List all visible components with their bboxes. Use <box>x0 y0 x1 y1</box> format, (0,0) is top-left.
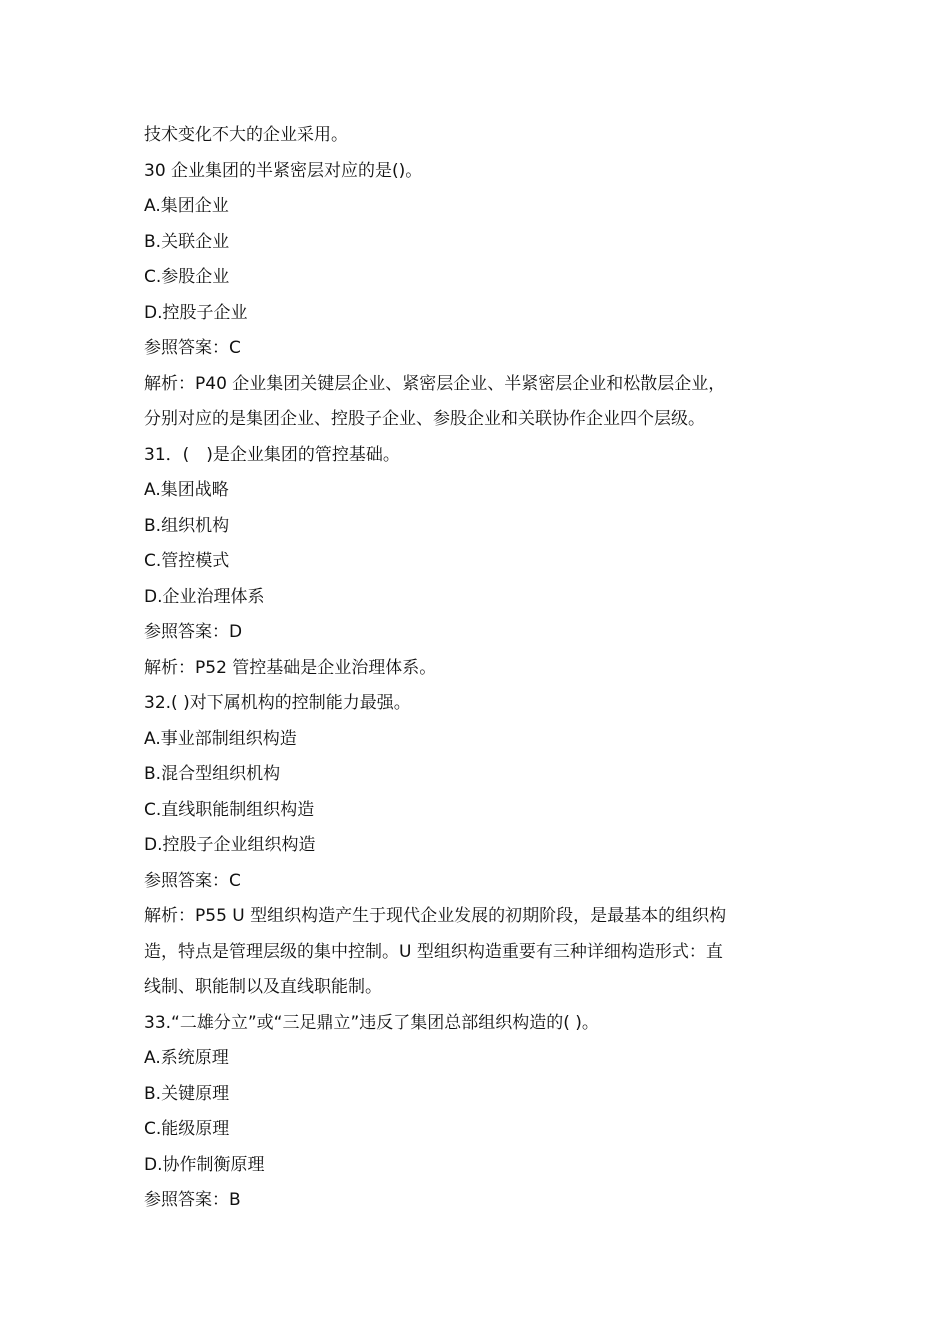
option-c: C.管控模式 <box>144 551 230 571</box>
option-a: A.系统原理 <box>144 1048 229 1068</box>
explanation-line: 解析：P52 管控基础是企业治理体系。 <box>144 657 437 678</box>
explanation-line: 造，特点是管理层级的集中控制。U 型组织构造重要有三种详细构造形式：直 <box>144 941 723 962</box>
option-a: A.集团战略 <box>144 480 229 500</box>
explanation-line: 解析：P40 企业集团关键层企业、紧密层企业、半紧密层企业和松散层企业， <box>144 373 726 394</box>
option-c: C.参股企业 <box>144 267 230 287</box>
answer-line: 参照答案：C <box>144 870 241 891</box>
option-c: C.直线职能制组织构造 <box>144 799 315 820</box>
option-d: D.协作制衡原理 <box>144 1154 265 1175</box>
option-c: C.能级原理 <box>144 1119 230 1139</box>
question-33: 33.“二雄分立”或“三足鼎立”违反了集团总部组织构造的( )。 <box>144 1012 599 1033</box>
question-31: 31．( )是企业集团的管控基础。 <box>144 444 400 465</box>
explanation-line: 线制、职能制以及直线职能制。 <box>144 977 382 997</box>
answer-line: 参照答案：D <box>144 622 243 642</box>
question-30: 30 企业集团的半紧密层对应的是()。 <box>144 160 423 181</box>
text-line: 技术变化不大的企业采用。 <box>144 125 348 145</box>
option-b: B.关键原理 <box>144 1083 230 1104</box>
option-b: B.混合型组织机构 <box>144 764 281 784</box>
explanation-line: 解析：P55 U 型组织构造产生于现代企业发展的初期阶段，是最基本的组织构 <box>144 906 727 926</box>
option-d: D.企业治理体系 <box>144 586 265 607</box>
option-a: A.事业部制组织构造 <box>144 728 297 749</box>
option-d: D.控股子企业 <box>144 302 248 323</box>
option-a: A.集团企业 <box>144 196 229 216</box>
explanation-line: 分别对应的是集团企业、控股子企业、参股企业和关联协作企业四个层级。 <box>144 409 705 429</box>
option-b: B.关联企业 <box>144 231 230 252</box>
question-32: 32.( )对下属机构的控制能力最强。 <box>144 693 411 713</box>
option-b: B.组织机构 <box>144 515 230 536</box>
document-body <box>144 118 810 1219</box>
answer-line: 参照答案：B <box>144 1190 241 1210</box>
option-d: D.控股子企业组织构造 <box>144 835 316 855</box>
answer-line: 参照答案：C <box>144 338 241 358</box>
